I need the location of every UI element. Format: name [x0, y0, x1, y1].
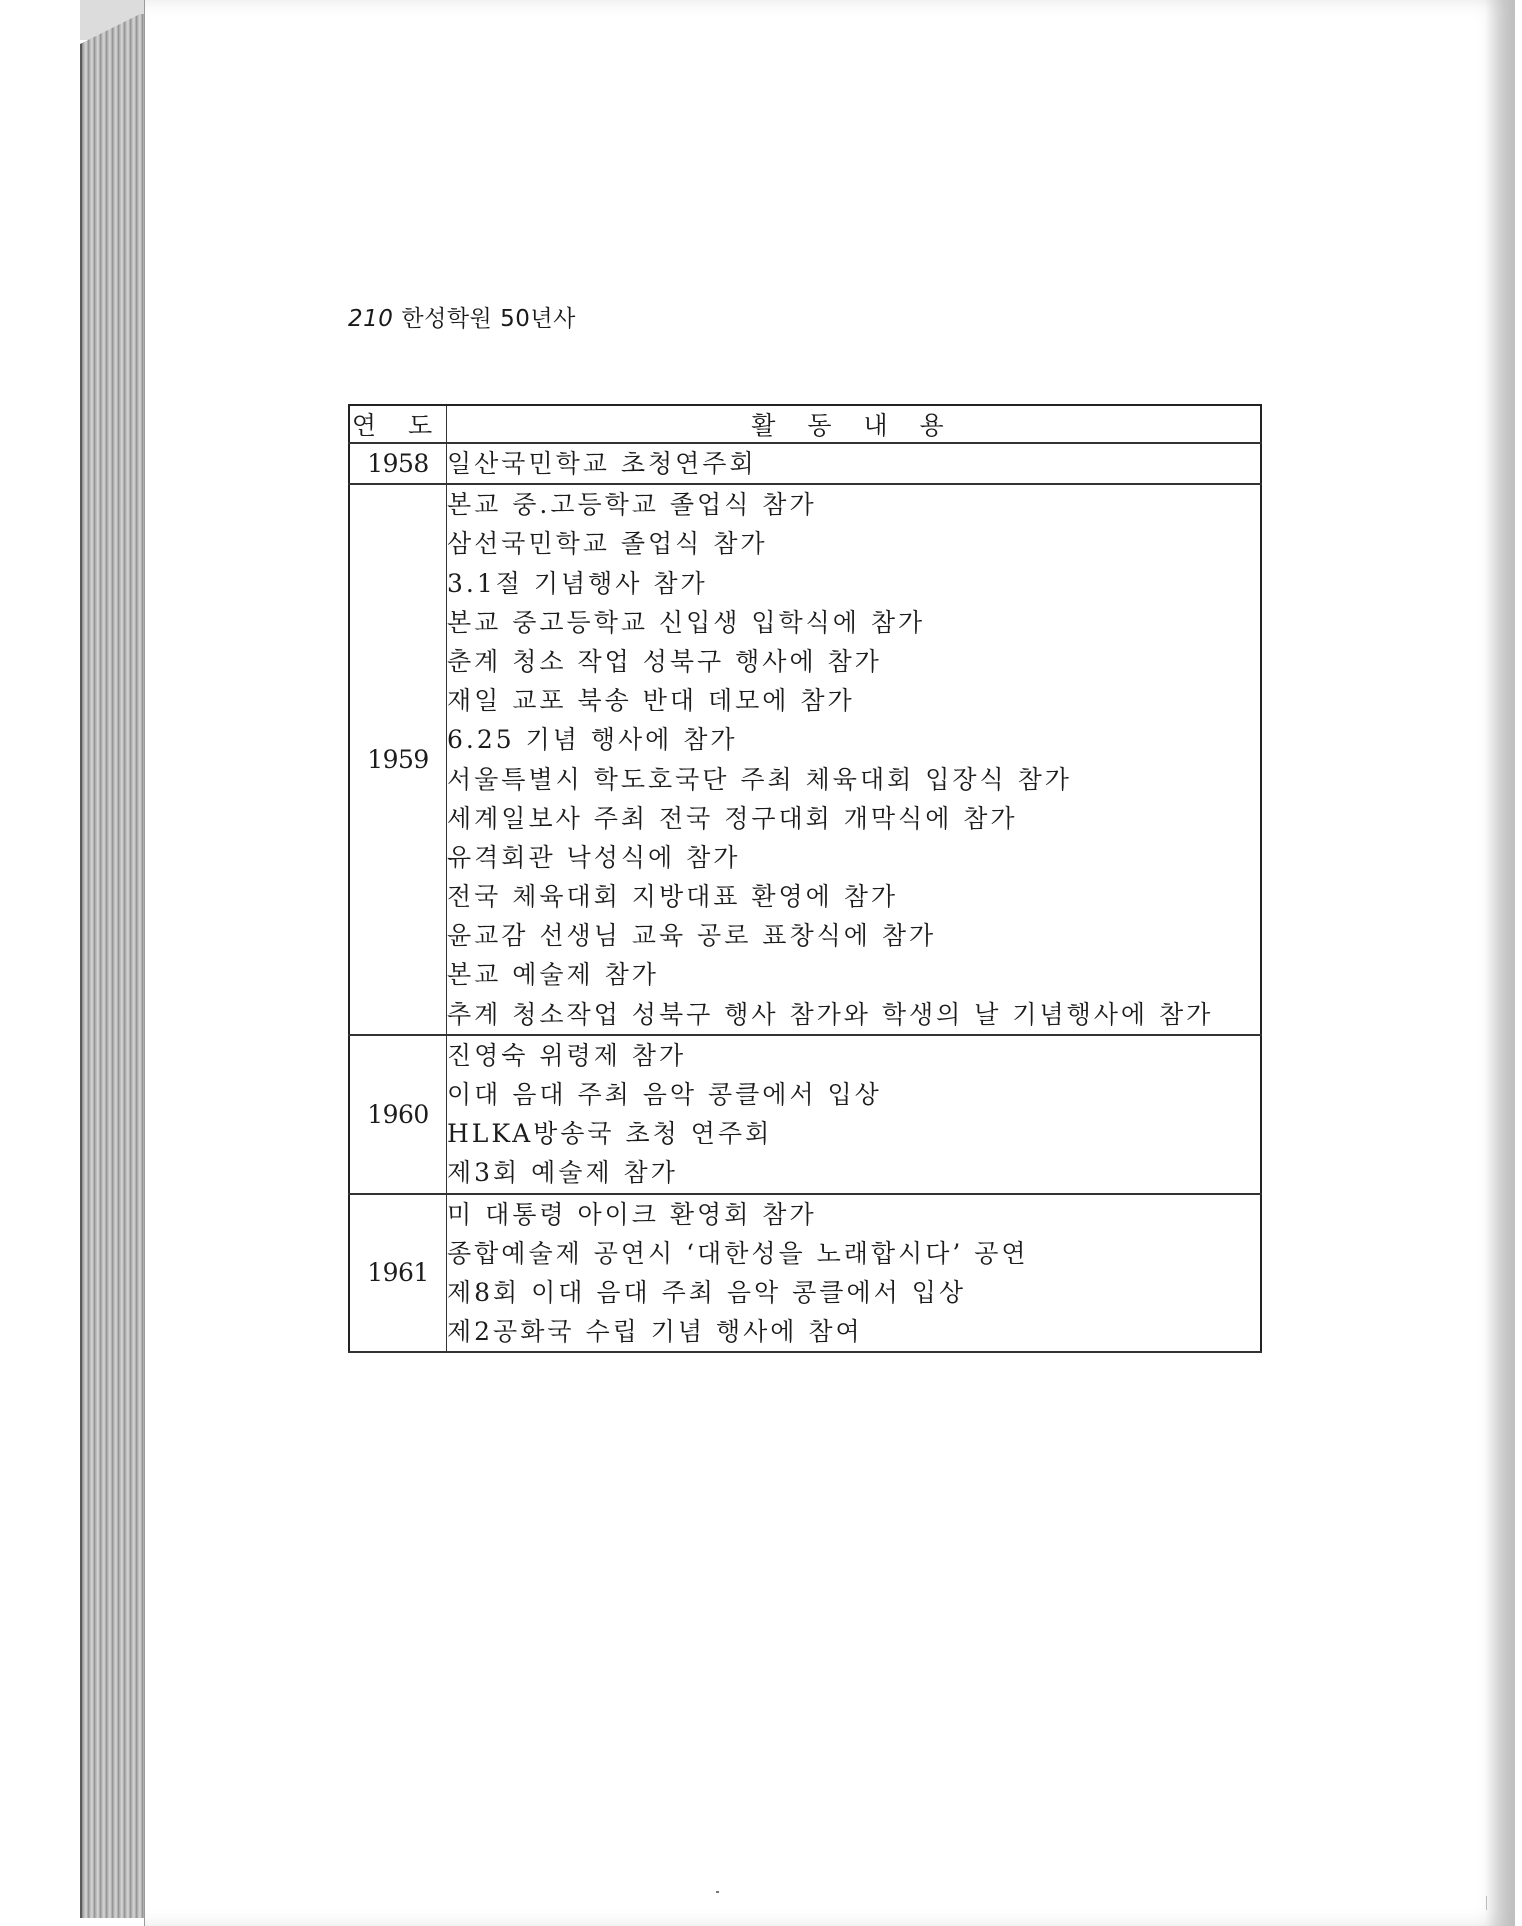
activity-item: 삼선국민학교 졸업식 참가	[447, 529, 768, 559]
activity-item: 서울특별시 학도호국단 주최 체육대회 입장식 참가	[447, 764, 1072, 794]
activity-item: 추계 청소작업 성북구 행사 참가와 학생의 날 기념행사에 참가	[447, 999, 1214, 1029]
activities-cell	[447, 484, 1262, 1035]
activity-item: 재일 교포 북송 반대 데모에 참가	[447, 686, 855, 716]
table-row	[349, 484, 1261, 1035]
table-body	[349, 443, 1261, 1352]
activity-item: 종합예술제 공연시 ‘대한성을 노래합시다’ 공연	[447, 1238, 1029, 1268]
activity-item: 제3회 예술제 참가	[447, 1158, 678, 1188]
activity-item: 윤교감 선생님 교육 공로 표창식에 참가	[447, 921, 937, 951]
scan-speck	[716, 1891, 719, 1893]
year-cell: 1959	[349, 484, 447, 1035]
activity-item: 본교 중.고등학교 졸업식 참가	[447, 490, 817, 520]
activities-table	[348, 404, 1262, 1353]
table-header-row	[349, 405, 1261, 443]
activity-item: 세계일보사 주최 전국 정구대회 개막식에 참가	[447, 803, 1018, 833]
activity-item: 제8회 이대 음대 주최 음악 콩클에서 입상	[447, 1277, 966, 1307]
activity-item: 본교 중고등학교 신입생 입학식에 참가	[447, 607, 926, 637]
activity-item: 춘계 청소 작업 성북구 행사에 참가	[447, 646, 882, 676]
page-number: 210	[348, 306, 394, 332]
year-cell: 1960	[349, 1035, 447, 1194]
table-row	[349, 1035, 1261, 1194]
activity-item: 일산국민학교 초청연주회	[447, 449, 757, 478]
year-cell: 1961	[349, 1194, 447, 1353]
activity-item: 유격회관 낙성식에 참가	[447, 842, 741, 872]
activity-item: 미 대통령 아이크 환영회 참가	[447, 1199, 817, 1229]
activity-item: 제2공화국 수립 기념 행사에 참여	[447, 1317, 863, 1347]
scan-mark	[1486, 1896, 1487, 1910]
activity-item: 본교 예술제 참가	[447, 960, 659, 990]
activities-cell	[447, 1035, 1262, 1194]
activity-item: 진영숙 위령제 참가	[447, 1040, 687, 1070]
year-column-header: 연 도	[349, 405, 447, 443]
activities-column-header: 활 동 내 용	[447, 405, 1262, 443]
activity-item: 3.1절 기념행사 참가	[447, 568, 708, 598]
activity-item: 6.25 기념 행사에 참가	[447, 725, 738, 755]
activity-item: HLKA방송국 초청 연주회	[447, 1119, 773, 1149]
table-row	[349, 1194, 1261, 1353]
book-title: 한성학원 50년사	[401, 306, 576, 332]
activity-item: 전국 체육대회 지방대표 환영에 참가	[447, 882, 899, 912]
activities-cell	[447, 443, 1262, 484]
table-row	[349, 443, 1261, 484]
page-right-shadow	[1485, 0, 1515, 1926]
year-cell: 1958	[349, 443, 447, 484]
activity-item: 이대 음대 주최 음악 콩클에서 입상	[447, 1080, 882, 1109]
activities-cell	[447, 1194, 1262, 1353]
running-header	[348, 300, 576, 333]
book-page-edges	[80, 14, 152, 1918]
